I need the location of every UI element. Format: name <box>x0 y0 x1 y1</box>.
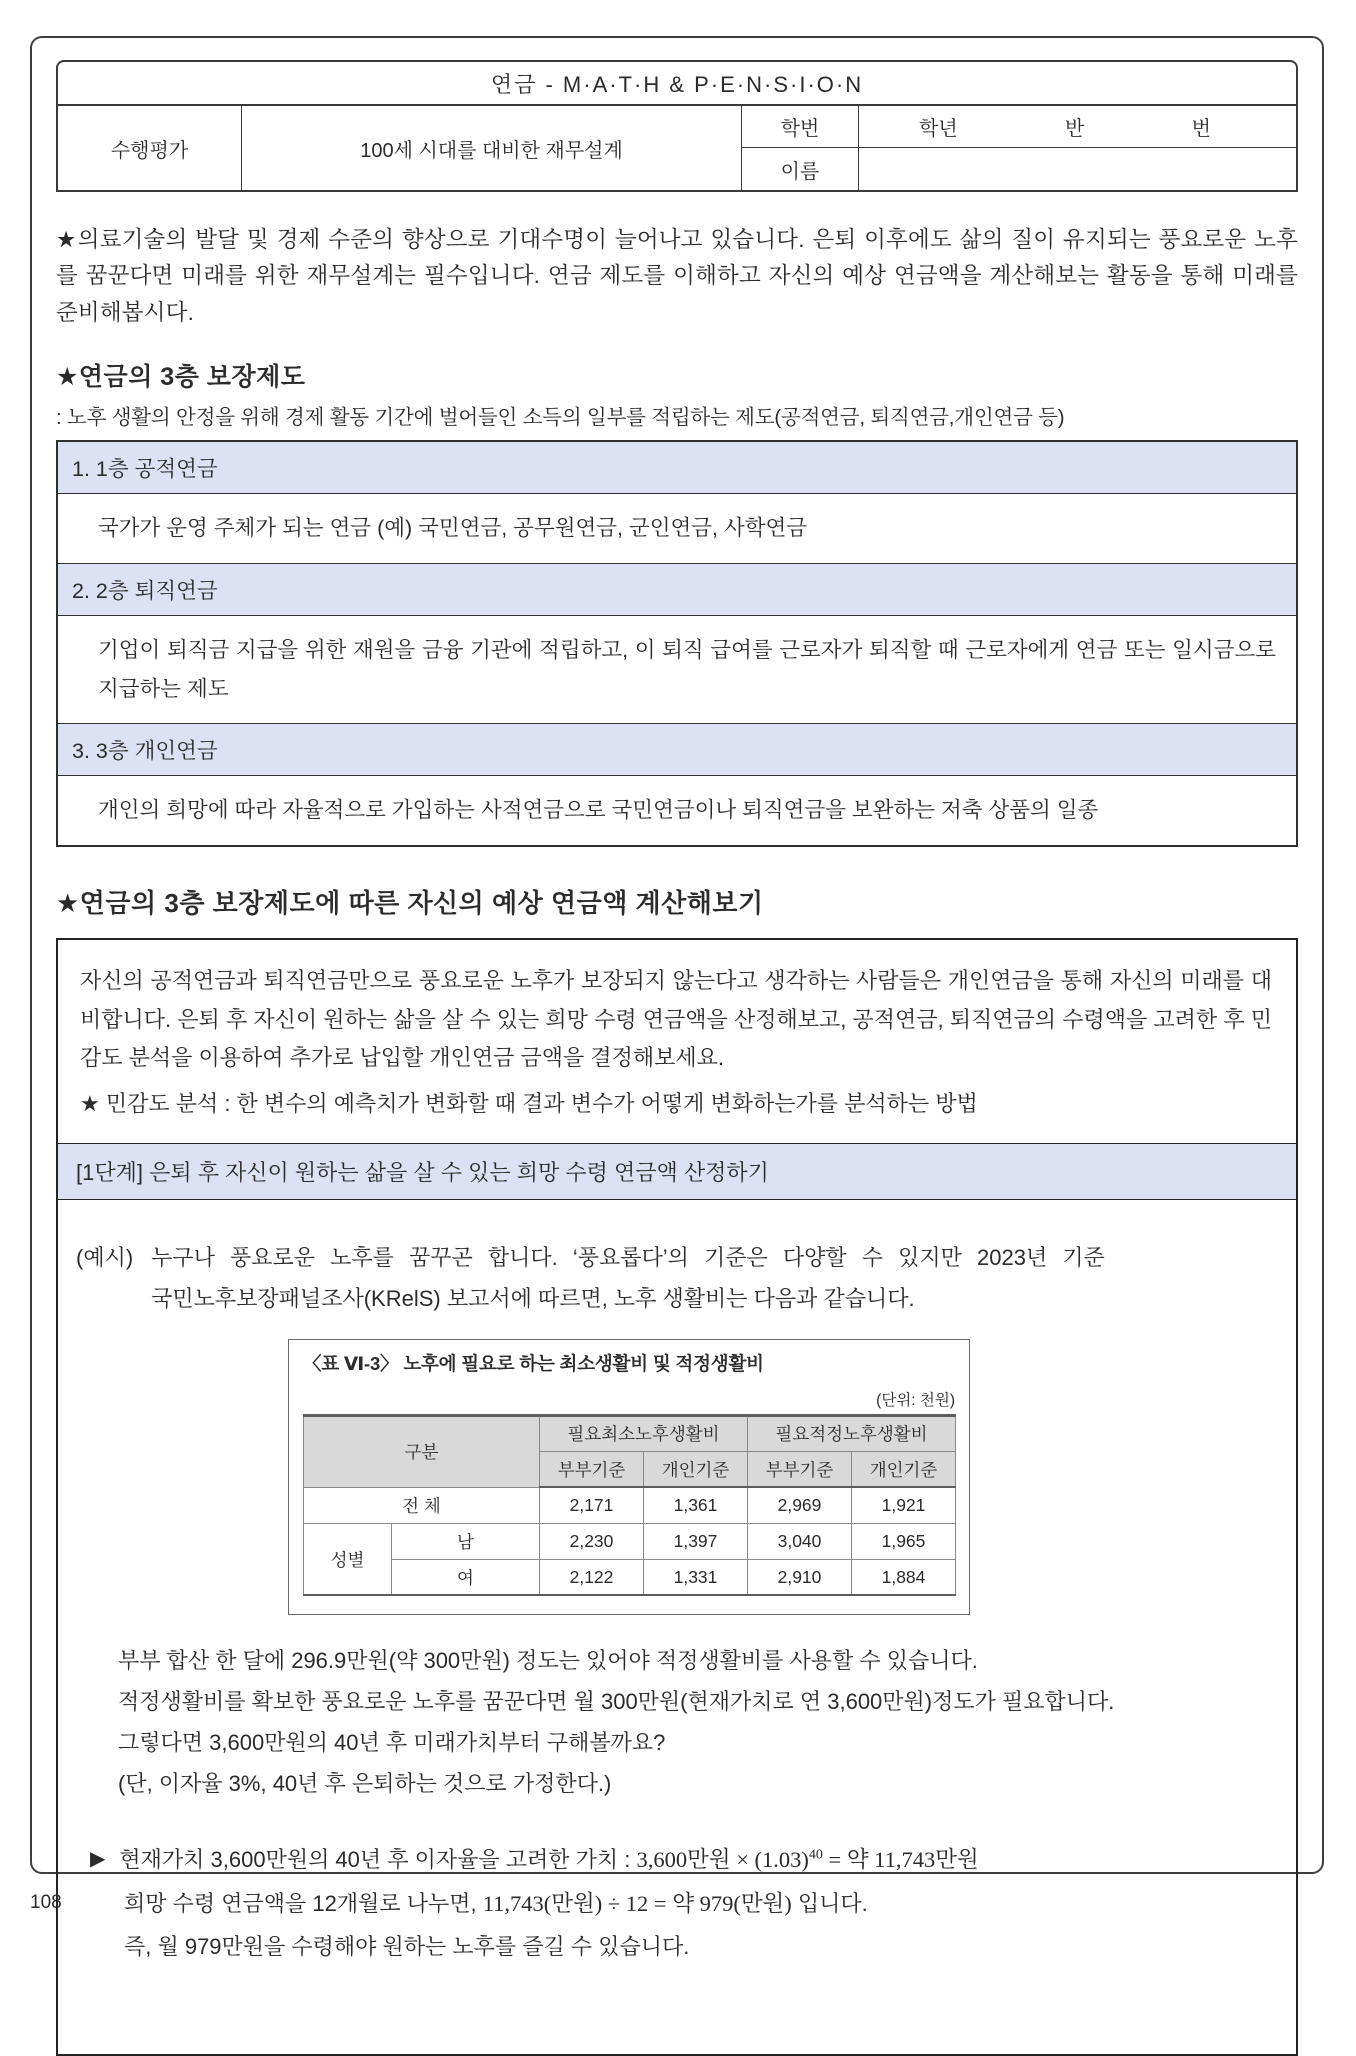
example-line2: 국민노후보장패널조사(KRelS) 보고서에 따르면, 노후 생활비는 다음과 같습니다. <box>151 1286 915 1312</box>
formula-exponent: 40 <box>808 1847 823 1863</box>
result-line1-text <box>119 1838 978 1882</box>
col-group-minimum: 필요최소노후생활비 <box>540 1415 748 1451</box>
living-cost-table <box>303 1414 956 1597</box>
intro-paragraph: ★의료기술의 발달 및 경제 수준의 향상으로 기대수명이 늘어나고 있습니다. 은퇴 이후에도 삶의 질이 유지되는 풍요로운 노후를 꿈꾼다면 미래를 위한 재무설계는 필수입니다. 연금 제도를 이해하고 자신의 예상 연금액을 계산해보는 활동을 통해 미래를 준비해봅시다. <box>56 227 1298 325</box>
note-line: 적정생활비를 확보한 풍요로운 노후를 꿈꾼다면 월 300만원(현재가치로 연 3,600만원)정도가 필요합니다. <box>118 1689 1115 1715</box>
assessment-type-label: 수행평가 <box>110 139 189 162</box>
note-line: 그렇다면 3,600만원의 40년 후 미래가치부터 구해볼까요? <box>118 1729 666 1755</box>
tier1-title: 1. 1층 공적연금 <box>58 442 1296 494</box>
worksheet-title: 연금 - M·A·T·H & P·E·N·S·I·O·N <box>58 62 1296 106</box>
example-line1: 누구나 풍요로운 노후를 꿈꾸곤 합니다. ‘풍요롭다’의 기준은 다양할 수 있지만 2023년 기준 <box>151 1244 1105 1270</box>
section2-heading: ★연금의 3층 보장제도에 따른 자신의 예상 연금액 계산해보기 <box>56 888 764 919</box>
example-text <box>151 1238 1105 1319</box>
step1-bar: [1단계] 은퇴 후 자신이 원하는 삶을 살 수 있는 희망 수령 연금액 산정하기 <box>58 1143 1296 1200</box>
result-block <box>58 1808 1296 1999</box>
note-line: (단, 이자율 3%, 40년 후 은퇴하는 것으로 가정한다.) <box>118 1770 612 1796</box>
cell-value: 1,397 <box>644 1523 748 1559</box>
table-caption: 〈표 Ⅵ-3〉 노후에 필요로 하는 최소생활비 및 적정생활비 <box>303 1352 764 1374</box>
result-line3: 즉, 월 979만원을 수령해야 원하는 노후를 즐길 수 있습니다. <box>124 1933 690 1959</box>
cell-value: 2,122 <box>540 1559 644 1595</box>
col-header-category: 구분 <box>304 1415 540 1487</box>
tier2-description: 기업이 퇴직금 지급을 위한 재원을 금융 기관에 적립하고, 이 퇴직 급여를 근로자가 퇴직할 때 근로자에게 연금 또는 일시금으로 지급하는 제도 <box>58 616 1296 724</box>
note-line: 부부 합산 한 달에 296.9만원(약 300만원) 정도는 있어야 적정생활비를 사용할 수 있습니다. <box>118 1648 978 1674</box>
cell-value: 3,040 <box>748 1523 852 1559</box>
result-line1 <box>90 1838 1270 1882</box>
cell-value: 2,171 <box>540 1487 644 1523</box>
row-label-female: 여 <box>392 1559 540 1595</box>
notes-block <box>58 1625 1296 1808</box>
result-line2-suffix: 입니다. <box>791 1891 868 1917</box>
table-row <box>304 1523 956 1559</box>
name-value-cell <box>858 148 1296 190</box>
example-label: (예시) <box>76 1244 134 1270</box>
result-line2 <box>124 1882 1270 1926</box>
header-table <box>56 60 1298 192</box>
cell-value: 2,230 <box>540 1523 644 1559</box>
section1-definition: : 노후 생활의 안정을 위해 경제 활동 기간에 벌어들인 소득의 일부를 적립하는 제도(공적연금, 퇴직연금,개인연금 등) <box>56 406 1065 430</box>
calculation-box <box>56 938 1298 2056</box>
triangle-bullet-icon: ▶ <box>90 1848 106 1871</box>
tier2-title: 2. 2층 퇴직연금 <box>58 564 1296 616</box>
student-id-label: 학번 <box>741 106 858 148</box>
row-label-total: 전 체 <box>304 1487 540 1523</box>
subcol-min-couple: 부부기준 <box>540 1451 644 1487</box>
formula-base: 3,600만원 × (1.03) <box>636 1847 809 1873</box>
sensitivity-analysis-note: ★ 민감도 분석 : 한 변수의 예측치가 변화할 때 결과 변수가 어떻게 변화하는가를 분석하는 방법 <box>80 1090 978 1116</box>
name-label: 이름 <box>741 148 858 190</box>
example-block <box>58 1238 1296 1319</box>
grade-label: 학년 <box>919 118 958 140</box>
grade-class-number-cell <box>858 106 1296 148</box>
cell-value: 1,921 <box>852 1487 956 1523</box>
result-line1-prefix: 현재가치 3,600만원의 40년 후 이자율을 고려한 가치 : <box>119 1847 637 1873</box>
future-value-formula <box>636 1847 978 1872</box>
table-row <box>304 1559 956 1595</box>
page-number: 108 <box>30 1892 62 1913</box>
cell-value: 1,361 <box>644 1487 748 1523</box>
row-label-male: 남 <box>392 1523 540 1559</box>
cell-value: 1,965 <box>852 1523 956 1559</box>
formula-result: = 약 11,743만원 <box>822 1847 979 1873</box>
table-row <box>304 1487 956 1523</box>
cell-value: 2,969 <box>748 1487 852 1523</box>
col-group-adequate: 필요적정노후생활비 <box>748 1415 956 1451</box>
calc-intro-paragraph: 자신의 공적연금과 퇴직연금만으로 풍요로운 노후가 보장되지 않는다고 생각하는 사람들은 개인연금을 통해 자신의 미래를 대비합니다. 은퇴 후 자신이 원하는 삶을 살 수 있는 희망 수령 연금액을 산정해보고, 공적연금, 퇴직연금의 수령액을 고려한 후 민감도 분석을 이용하여 추가로 납입할 개인연금 금액을 결정해보세요. <box>80 968 1272 1071</box>
worksheet-subject: 100세 시대를 대비한 재무설계 <box>241 106 741 190</box>
living-cost-table-box <box>288 1339 970 1616</box>
subcol-adq-individual: 개인기준 <box>852 1451 956 1487</box>
row-group-gender: 성별 <box>304 1523 392 1595</box>
cell-value: 1,331 <box>644 1559 748 1595</box>
result-line2-prefix: 희망 수령 연금액을 12개월로 나누면, <box>124 1891 483 1917</box>
subcol-adq-couple: 부부기준 <box>748 1451 852 1487</box>
header-grid <box>58 106 1296 190</box>
table-unit-label: (단위: 천원) <box>876 1391 955 1409</box>
tier3-title: 3. 3층 개인연금 <box>58 724 1296 776</box>
monthly-division-formula: 11,743(만원) ÷ 12 = 약 979(만원) <box>482 1891 792 1917</box>
cell-value: 2,910 <box>748 1559 852 1595</box>
tier3-description: 개인의 희망에 따라 자율적으로 가입하는 사적연금으로 국민연금이나 퇴직연금을 보완하는 저축 상품의 일종 <box>58 776 1296 845</box>
tier-table <box>56 440 1298 847</box>
class-label: 반 <box>1064 118 1085 140</box>
number-label: 번 <box>1191 118 1211 140</box>
cell-value: 1,884 <box>852 1559 956 1595</box>
subcol-min-individual: 개인기준 <box>644 1451 748 1487</box>
section1-heading: ★연금의 3층 보장제도 <box>56 363 306 392</box>
tier1-description: 국가가 운영 주체가 되는 연금 (예) 국민연금, 공무원연금, 군인연금, 사학연금 <box>58 494 1296 564</box>
